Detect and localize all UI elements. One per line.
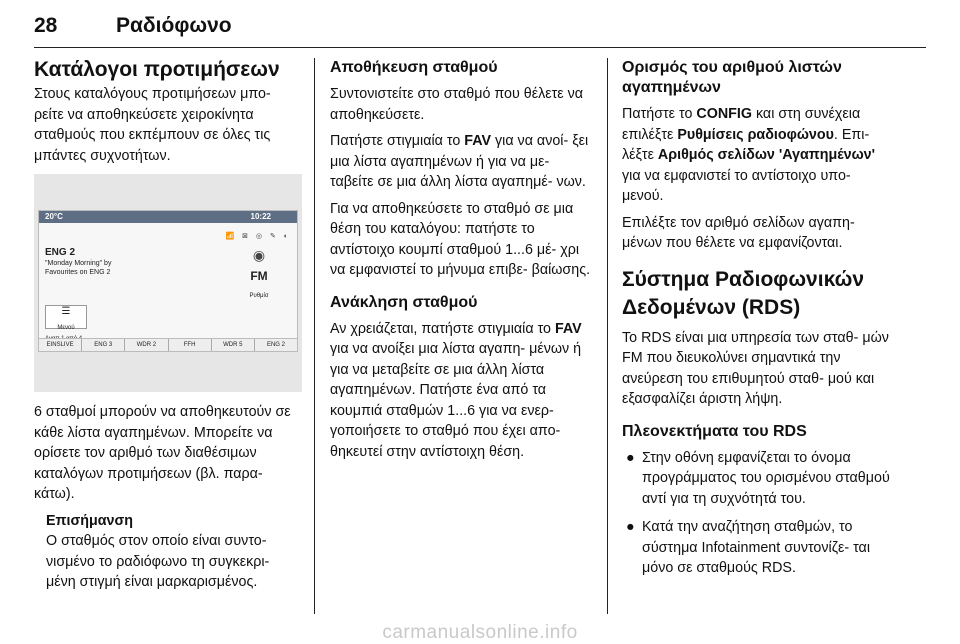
column-divider-2 [607, 58, 608, 614]
preset-button-6[interactable]: ENG 2 [254, 339, 297, 351]
page-header [34, 8, 926, 48]
page-number: 28 [34, 14, 58, 37]
infotainment-screen-figure [34, 174, 302, 392]
heading-rds: Σύστημα Ραδιοφωνικών Δεδομένων (RDS) [622, 267, 865, 319]
note-title: Επισήμανση [46, 512, 133, 529]
status-bar [39, 211, 297, 223]
rds-advantages-list [622, 448, 894, 579]
rds-text [45, 259, 111, 277]
heading-rds-advantages: Πλεονεκτήματα του RDS [622, 422, 807, 440]
favourites-pages-label: Αριθμός σελίδων 'Αγαπημένων' [657, 147, 876, 163]
note-body: Ο σταθμός στον οποίο είναι συντο- νισμένο το ραδιόφωνο τη συγκεκρι- μένη στιγμή είναι μαρκαρισμένος. [46, 533, 270, 590]
menu-label: Μενού [57, 325, 75, 331]
header-divider [34, 47, 926, 48]
watermark: carmanualsonline.info [382, 622, 578, 643]
list-item-text: Στην οθόνη εμφανίζεται το όνομα προγράμματος του ορισμένου σταθμού αντί για τη συχνότητά του. [642, 449, 890, 507]
column-divider-1 [314, 58, 315, 614]
count-text-g: για να εμφανιστεί το αντίστοιχο υπο- μενού. [622, 167, 851, 204]
preset-button-2[interactable]: ENG 3 [81, 339, 124, 351]
list-item-text: Κατά την αναζήτηση σταθμών, το σύστημα Infotainment συντονίζε- ται μόνο σε σταθμούς RDS. [642, 519, 871, 576]
recall-text [330, 319, 595, 463]
heading-favourites-count: Ορισμός του αριθμού λιστών αγαπημένων [622, 59, 842, 96]
menu-button[interactable] [45, 305, 87, 329]
store-step-2 [330, 131, 595, 193]
config-key-label: CONFIG [696, 106, 752, 122]
store-step-3: Για να αποθηκεύσετε το σταθμό σε μια θέση του καταλόγου: πατήστε το αντίστοιχο κουμπί σταθμού 1...6 μέ- χρι να εμφανιστεί το μήνυμα επιβε- βαίωσης. [330, 200, 591, 278]
column-3 [622, 58, 894, 587]
preset-button-3[interactable]: WDR 2 [124, 339, 167, 351]
recall-text-end: για να ανοίξει μια λίστα αγαπη- μένων ή για να μεταβείτε σε μια άλλη λίστα αγαπημένων. Πατήστε ένα από τα κουμπιά σταθμών 1...6 για να ενερ- γοποιήσετε το σταθμό που έχει απο- θηκευτεί στην αντίστοιχη θέση. [330, 341, 582, 460]
heading-store-station: Αποθήκευση σταθμού [330, 59, 498, 76]
store-step-1: Συντονιστείτε στο σταθμό που θέλετε να αποθηκεύσετε. [330, 86, 584, 123]
preset-button-5[interactable]: WDR 5 [211, 339, 254, 351]
recall-text-start: Αν χρειάζεται, πατήστε στιγμιαία το [330, 320, 555, 337]
band-sublabel: Ρυθμίσ [249, 293, 269, 299]
band-button[interactable] [245, 245, 273, 307]
favourites-count-step-1 [622, 104, 894, 207]
favourites-intro: Στους καταλόγους προτιμήσεων μπο- ρείτε να αποθηκεύσετε χειροκίνητα σταθμούς που εκπέμπουν σε όλες τις μπάντες συχνοτήτων. [34, 86, 271, 164]
preset-button-4[interactable]: FFH [168, 339, 211, 351]
menu-icon: ☰ [61, 306, 71, 317]
store-step-2-text: Πατήστε στιγμιαία το [330, 133, 465, 149]
rds-line-1: "Monday Morning" by [45, 260, 112, 267]
count-text-c: και στη συνέχεια επιλέξτε [622, 106, 861, 143]
temperature-readout: 20°C [45, 212, 63, 221]
screen-frame [34, 174, 302, 392]
store-step-2-text-end: για να ανοί- ξει μια λίστα αγαπημένων ή για να με- ταβείτε σε μια άλλη λίστα αγαπημέ- νων. [330, 133, 589, 190]
list-item [622, 517, 894, 579]
fav-key-label-2: FAV [554, 320, 582, 337]
bullet-icon: ● [626, 449, 635, 466]
rds-line-2: Favourites on ENG 2 [45, 269, 111, 276]
rds-description: Το RDS είναι μια υπηρεσία των σταθ- μών FM που διευκολύνει σημαντικά την ανεύρεση του επιθυμητού σταθ- μού και εξασφαλίζει άριστη λήψη. [622, 329, 889, 407]
radio-screen [38, 210, 298, 352]
band-label: FM [250, 268, 268, 283]
heading-recall-station: Ανάκληση σταθμού [330, 293, 478, 311]
station-name: ENG 2 [45, 247, 76, 258]
favourites-count-step-2: Επιλέξτε τον αριθμό σελίδων αγαπη- μένων που θέλετε να εμφανίζονται. [622, 214, 855, 251]
column-2 [330, 58, 595, 468]
list-item [622, 448, 894, 510]
count-text-a: Πατήστε το [622, 106, 697, 122]
clock-readout: 10:22 [250, 212, 271, 221]
status-icons: 📶 ⊠ ◎ ✎ ◐ [225, 233, 291, 240]
favourites-capacity-text: 6 σταθμοί μπορούν να αποθηκευτούν σε κάθε λίστα αγαπημένων. Μπορείτε να ορίσετε τον αριθμό των διαθέσιμων καταλόγων προτιμήσεων (βλ. παρα- κάτω). [34, 404, 291, 502]
heading-favourites: Κατάλογοι προτιμήσεων [34, 58, 280, 81]
radio-signal-icon: ◉ [252, 247, 266, 263]
count-text-e: . Επι- λέξτε [622, 126, 870, 163]
radio-settings-label: Ρυθμίσεις ραδιοφώνου [677, 126, 834, 143]
preset-button-1[interactable]: EINSLIVE [46, 342, 74, 348]
bullet-icon: ● [626, 519, 635, 535]
column-1 [34, 58, 302, 593]
fav-key-label: FAV [464, 133, 492, 149]
preset-row [39, 338, 297, 351]
chapter-title: Ραδιόφωνο [116, 14, 232, 37]
